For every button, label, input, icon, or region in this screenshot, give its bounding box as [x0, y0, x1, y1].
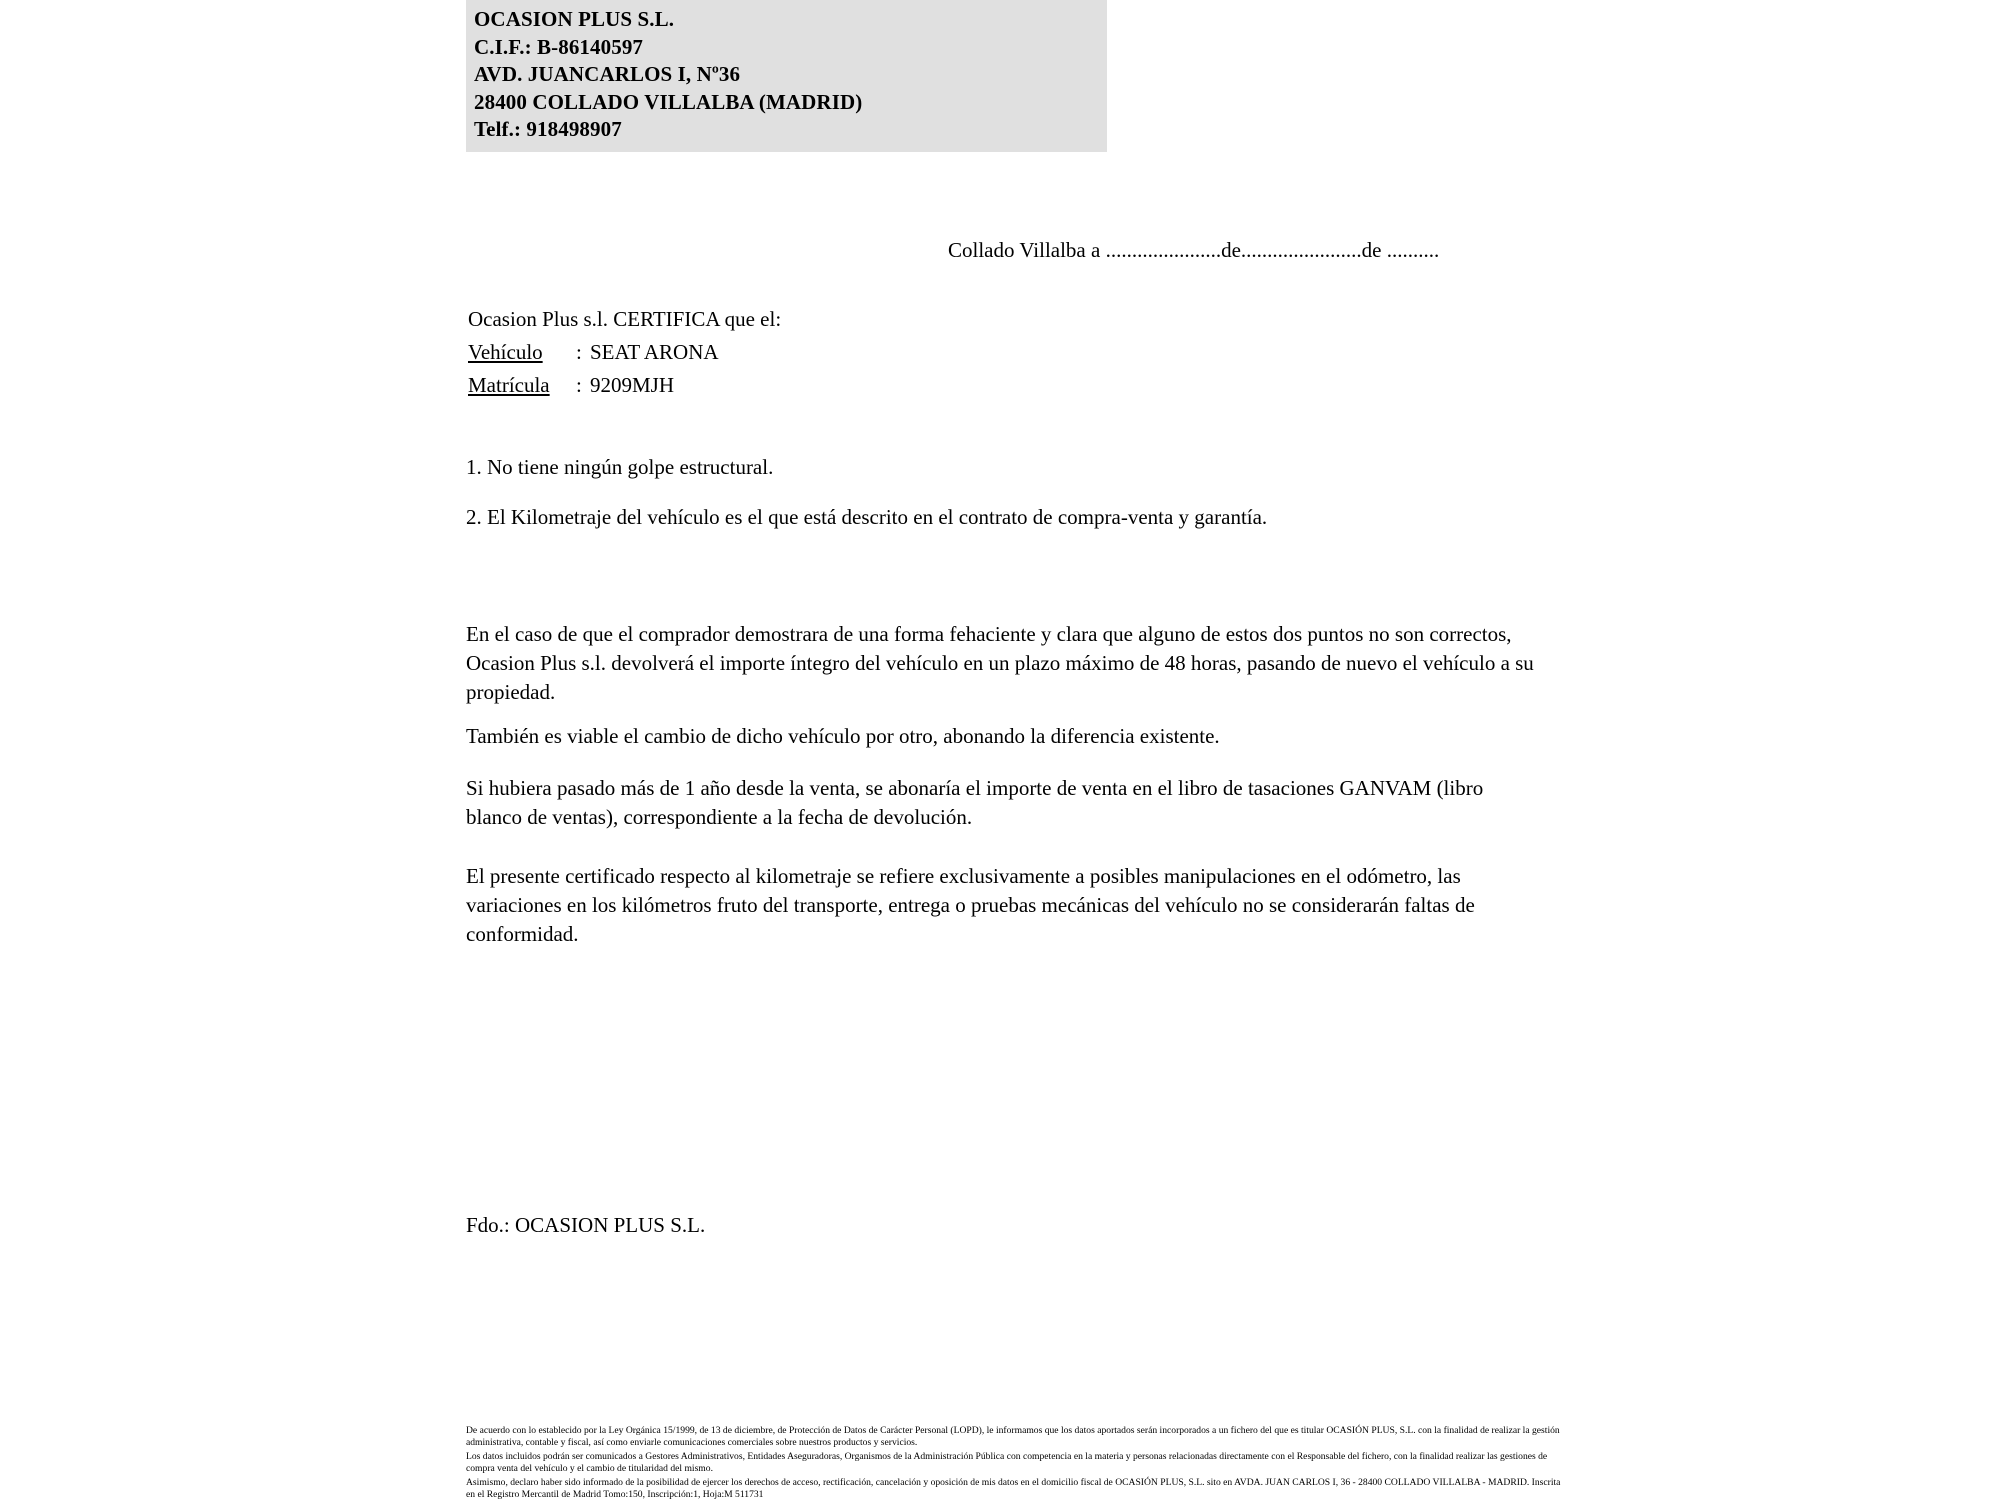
plate-row	[468, 369, 781, 402]
vehicle-separator: :	[576, 340, 582, 364]
plate-separator: :	[576, 373, 582, 397]
company-city: 28400 COLLADO VILLALBA (MADRID)	[474, 89, 863, 114]
company-cif: C.I.F.: B-86140597	[474, 34, 644, 59]
legal-line-3: Asimismo, declaro haber sido informado de la posibilidad de ejercer los derechos de acceso, rectificación, cancelación y oposición de mis datos en el domicilio fiscal de OCASIÓN PLUS, S.L. sito en AVDA. JUAN CARLOS I, 36 - 28400 COLLADO VILLALBA - MADRID. Inscrita en el Registro Mercantil de Madrid Tomo:150, Inscripción:1, Hoja:M 511731	[466, 1477, 1561, 1500]
plate-value: 9209MJH	[590, 373, 675, 397]
letterhead-block	[466, 0, 1107, 152]
paragraph-odometer: El presente certificado respecto al kilometraje se refiere exclusivamente a posibles manipulaciones en el odómetro, las variaciones en los kilómetros fruto del transporte, entrega o pruebas mecánicas del vehículo no se considerarán faltas de conformidad.	[466, 864, 1475, 946]
plate-label: Matrícula	[468, 373, 550, 397]
company-name: OCASION PLUS S.L.	[474, 7, 675, 31]
vehicle-label: Vehículo	[468, 340, 543, 364]
vehicle-row	[468, 336, 781, 369]
certification-block	[468, 303, 781, 402]
date-line: Collado Villalba a ......................de.......................de ..........	[948, 238, 1440, 262]
legal-line-2: Los datos incluidos podrán ser comunicados a Gestores Administrativos, Entidades Aseguradoras, Organismos de la Administración Pública con competencia en la materia y personas relacionadas directamente con el Responsable del fichero, con la finalidad realizar las gestiones de compra venta del vehículo y el cambio de titularidad del mismo.	[466, 1451, 1548, 1474]
company-address: AVD. JUANCARLOS I, Nº36	[474, 62, 741, 86]
legal-footer	[466, 1425, 1566, 1501]
legal-line-1: De acuerdo con lo establecido por la Ley Orgánica 15/1999, de 13 de diciembre, de Protección de Datos de Carácter Personal (LOPD), le informamos que los datos aportados serán incorporados a un fichero del que es titular OCASIÓN PLUS, S.L. con la finalidad de realizar la gestión administrativa, contable y fiscal, así como enviarle comunicaciones comerciales sobre nuestros productos y servicios.	[466, 1425, 1560, 1448]
point-item-1: 1. No tiene ningún golpe estructural.	[466, 455, 774, 479]
point-item-2: 2. El Kilometraje del vehículo es el que está descrito en el contrato de compra-venta y garantía.	[466, 505, 1268, 529]
paragraph-ganvam: Si hubiera pasado más de 1 año desde la venta, se abonaría el importe de venta en el libro de tasaciones GANVAM (libro blanco de ventas), correspondiente a la fecha de devolución.	[466, 776, 1484, 829]
certification-intro: Ocasion Plus s.l. CERTIFICA que el:	[468, 307, 782, 331]
signature-line: Fdo.: OCASION PLUS S.L.	[466, 1213, 706, 1237]
company-phone: Telf.: 918498907	[474, 117, 622, 141]
paragraph-refund: En el caso de que el comprador demostrara de una forma fehaciente y clara que alguno de estos dos puntos no son correctos, Ocasion Plus s.l. devolverá el importe íntegro del vehículo en un plazo máximo de 48 horas, pasando de nuevo el vehículo a su propiedad.	[466, 622, 1534, 704]
paragraph-exchange: También es viable el cambio de dicho vehículo por otro, abonando la diferencia existente.	[466, 724, 1220, 748]
vehicle-value: SEAT ARONA	[590, 340, 719, 364]
